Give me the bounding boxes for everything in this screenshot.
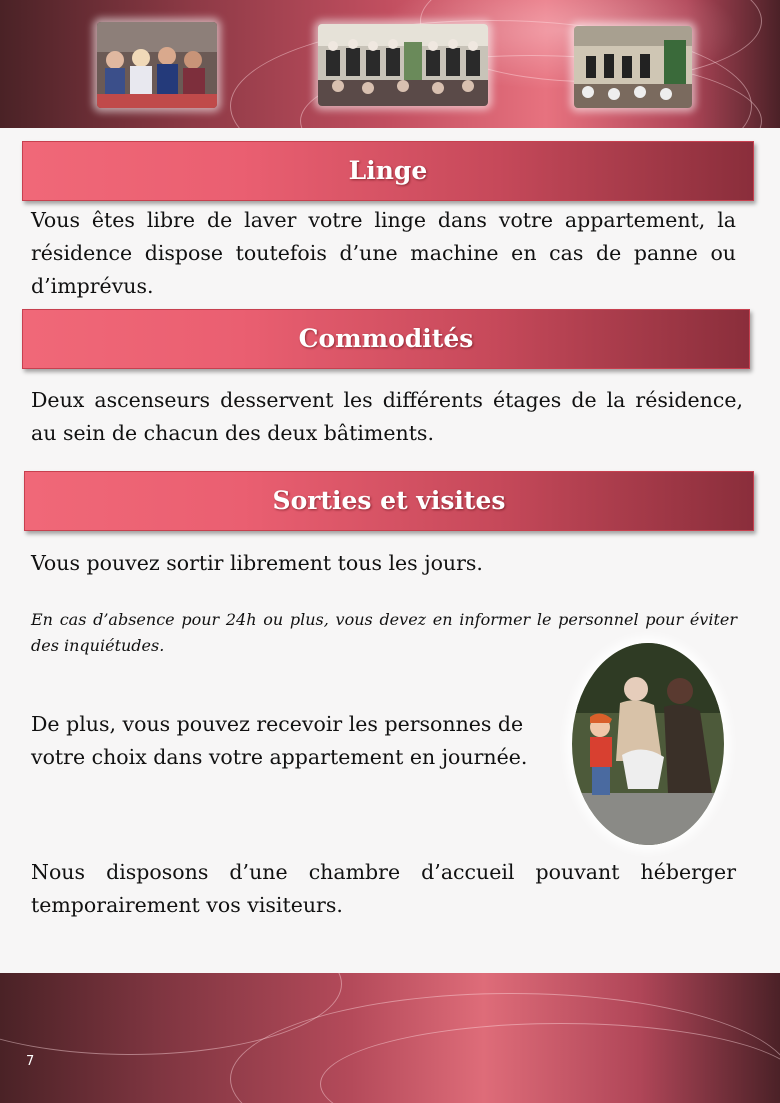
visite-text: De plus, vous pouvez recevoir les personnes de votre choix dans votre appartement en journée. [31, 712, 528, 769]
section-banner-sorties [24, 471, 754, 531]
chambre-text: Nous disposons d’une chambre d’accueil pouvant héberger temporairement vos visiteurs. [31, 860, 736, 917]
section-title-commodites: Commodités [298, 324, 474, 353]
header-band [0, 0, 780, 128]
commodites-text: Deux ascenseurs desservent les différents étages de la résidence, au sein de chacun des deux bâtiments. [31, 388, 743, 445]
sorties-text: Vous pouvez sortir librement tous les jours. [31, 551, 483, 575]
linge-text: Vous êtes libre de laver votre linge dans votre appartement, la résidence dispose toutefois d’une machine en cas de panne ou d’imprévus. [31, 208, 736, 298]
photo-choir [318, 24, 488, 106]
section-title-sorties: Sorties et visites [272, 486, 506, 515]
page-number: 7 [26, 1054, 35, 1069]
photo-hall-performance [574, 26, 692, 108]
absence-note: En cas d’absence pour 24h ou plus, vous devez en informer le personnel pour éviter des inquiétudes. [31, 610, 737, 655]
photo-family-visit [572, 643, 724, 845]
section-banner-linge [22, 141, 754, 201]
section-banner-commodites [22, 309, 750, 369]
footer-band [0, 973, 780, 1103]
photo-group-event [97, 22, 217, 108]
section-title-linge: Linge [348, 156, 428, 185]
